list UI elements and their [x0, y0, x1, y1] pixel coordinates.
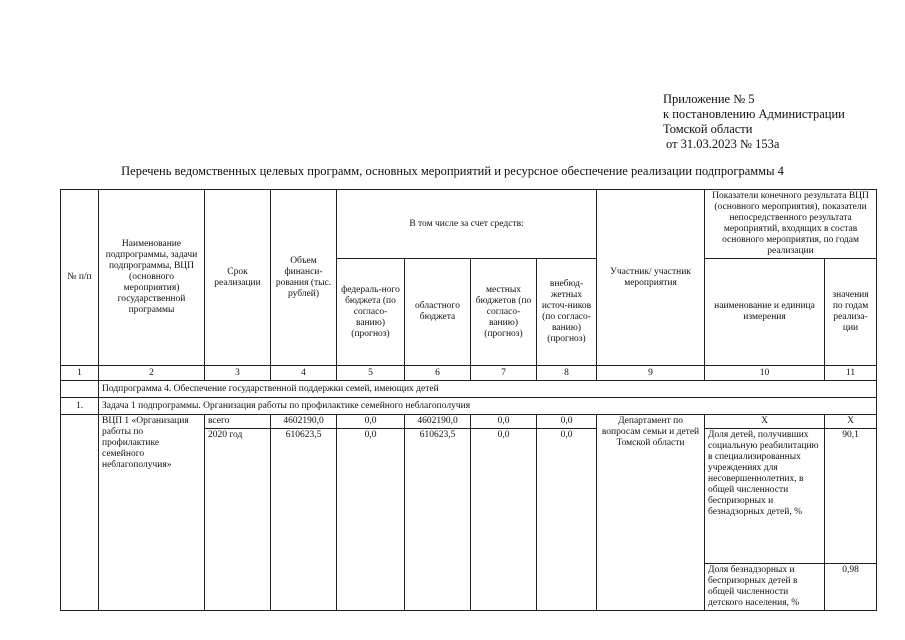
col-number: 5 — [337, 366, 405, 381]
row-offbudget: 0,0 — [537, 415, 597, 429]
col-number: 7 — [471, 366, 537, 381]
row-local: 0,0 — [471, 429, 537, 611]
row-volume: 4602190,0 — [271, 415, 337, 429]
appendix-line-3: Томской области — [663, 122, 753, 136]
header-indicators: Показатели конечного результата ВЦП (основного мероприятия), показатели непосредственного результата мероприятий, входящих в состав основного мероприятия, по годам реализации — [705, 190, 877, 259]
empty-cell — [61, 415, 99, 611]
row-ind-name: Доля детей, получивших социальную реабилитацию в специализированных учреждениях для несовершеннолетних, в общей численности беспризорных и безнадзорных детей, % — [705, 429, 825, 564]
header-local: местных бюджетов (по согласо-ванию) (прогноз) — [471, 259, 537, 366]
appendix-block — [663, 92, 845, 152]
row-regional: 4602190,0 — [405, 415, 471, 429]
col-number: 2 — [99, 366, 205, 381]
header-participant: Участник/ участник мероприятия — [597, 190, 705, 366]
row-federal: 0,0 — [337, 415, 405, 429]
header-num: № п/п — [61, 190, 99, 366]
subprogram-title: Подпрограмма 4. Обеспечение государственной поддержки семей, имеющих детей — [99, 381, 877, 398]
header-volume: Объем финанси-рования (тыс. рублей) — [271, 190, 337, 366]
header-including: В том числе за счет средств: — [337, 190, 597, 259]
row-ind-value: Х — [825, 415, 877, 429]
header-ind-values: значения по годам реализа-ции — [825, 259, 877, 366]
row-ind-name: Х — [705, 415, 825, 429]
header-ind-name: наименование и единица измерения — [705, 259, 825, 366]
header-regional: областного бюджета — [405, 259, 471, 366]
table-row — [61, 415, 877, 429]
col-number: 3 — [205, 366, 271, 381]
appendix-line-4: от 31.03.2023 № 153а — [666, 137, 780, 151]
row-regional: 610623,5 — [405, 429, 471, 611]
header-row-1 — [61, 190, 877, 259]
program-table — [60, 189, 877, 611]
column-numbers-row — [61, 366, 877, 381]
row-local: 0,0 — [471, 415, 537, 429]
col-number: 4 — [271, 366, 337, 381]
col-number: 8 — [537, 366, 597, 381]
row-term: всего — [205, 415, 271, 429]
row-term: 2020 год — [205, 429, 271, 611]
col-number: 10 — [705, 366, 825, 381]
row-ind-value: 90,1 — [825, 429, 877, 564]
col-number: 1 — [61, 366, 99, 381]
header-name: Наименование подпрограммы, задачи подпрограммы, ВЦП (основного мероприятия) государственной программы — [99, 190, 205, 366]
row-offbudget: 0,0 — [537, 429, 597, 611]
task-row — [61, 398, 877, 415]
document-title: Перечень ведомственных целевых программ, основных мероприятий и ресурсное обеспечение реализации подпрограммы 4 — [121, 164, 784, 178]
header-offbudget: внебюд-жетных источ-ников (по согласо-ванию) (прогноз) — [537, 259, 597, 366]
extra-ind-name: Доля безнадзорных и беспризорных детей в общей численности детского населения, % — [705, 564, 825, 611]
header-term: Срок реализации — [205, 190, 271, 366]
task-title: Задача 1 подпрограммы. Организация работы по профилактике семейного неблагополучия — [99, 398, 877, 415]
col-number: 6 — [405, 366, 471, 381]
extra-ind-value: 0,98 — [825, 564, 877, 611]
row-volume: 610623,5 — [271, 429, 337, 611]
task-number: 1. — [61, 398, 99, 415]
subprogram-row — [61, 381, 877, 398]
col-number: 11 — [825, 366, 877, 381]
row-federal: 0,0 — [337, 429, 405, 611]
appendix-line-2: к постановлению Администрации — [663, 107, 845, 121]
col-number: 9 — [597, 366, 705, 381]
appendix-line-1: Приложение № 5 — [663, 92, 755, 106]
empty-cell — [61, 381, 99, 398]
vcp-participant: Департамент по вопросам семьи и детей Томской области — [597, 415, 705, 611]
header-federal: федераль-ного бюджета (по согласо-ванию) (прогноз) — [337, 259, 405, 366]
vcp-name: ВЦП 1 «Организация работы по профилактике семейного неблагополучия» — [99, 415, 205, 611]
